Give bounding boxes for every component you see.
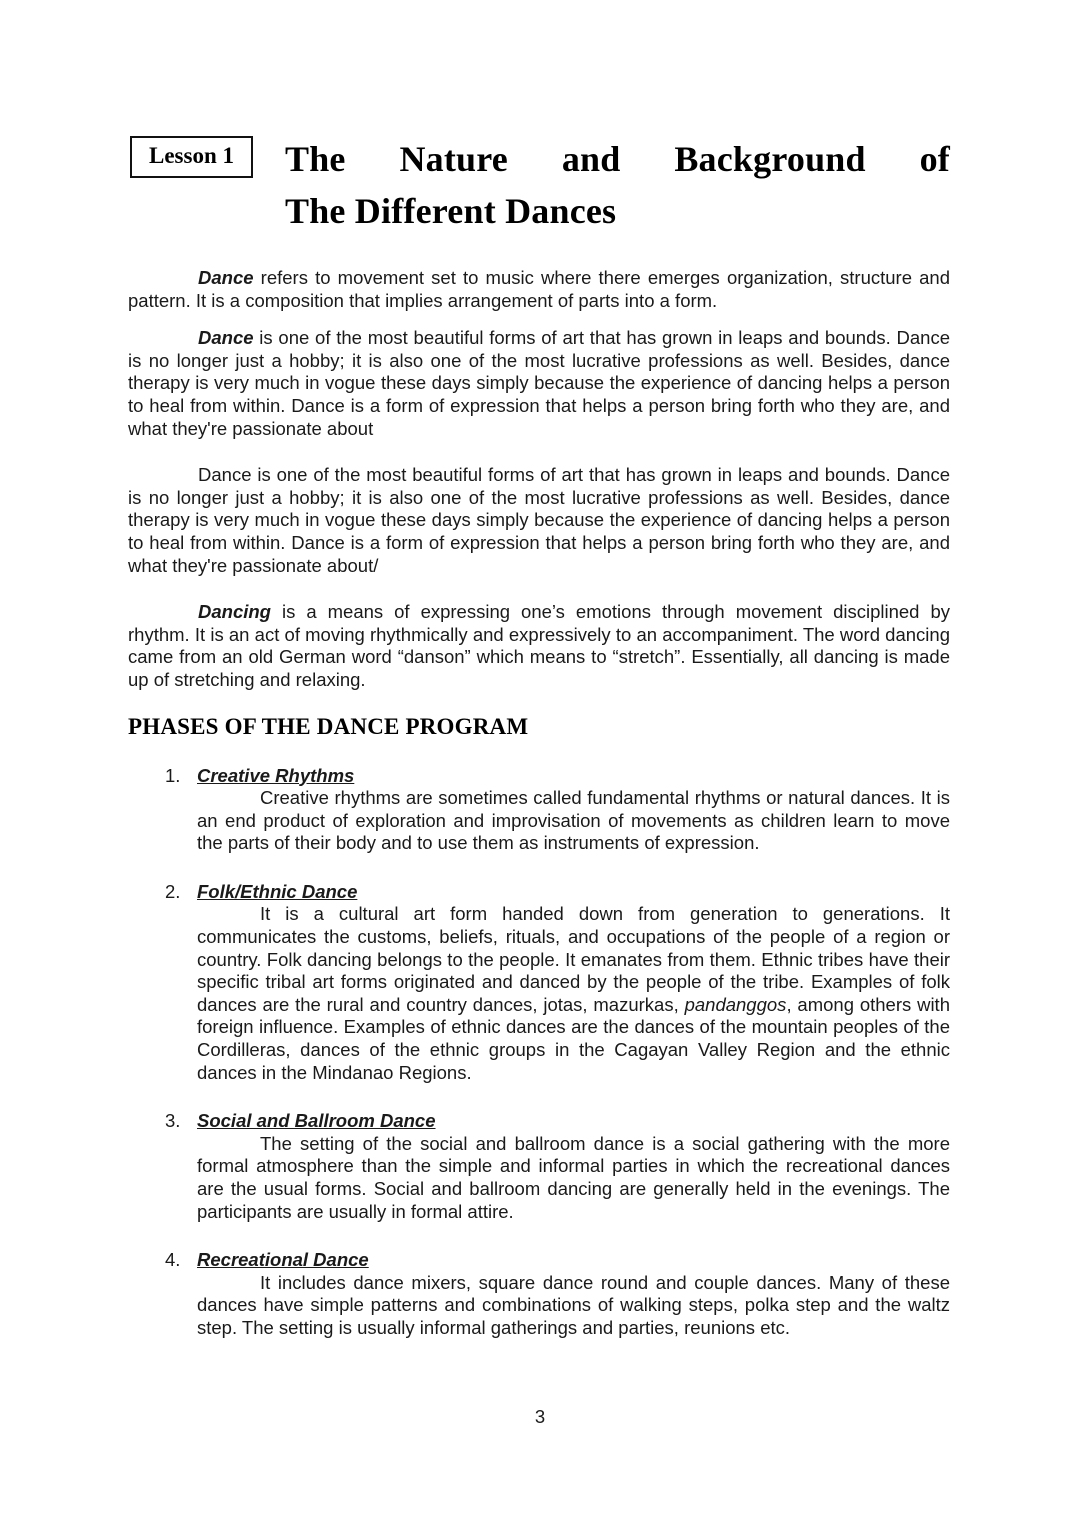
list-item-title: Creative Rhythms — [197, 764, 355, 786]
list-item-social-ballroom-dance — [128, 1110, 950, 1223]
list-item-creative-rhythms — [128, 765, 950, 855]
list-item-body-text: The setting of the social and ballroom dance is a social gathering with the more formal atmosphere than the simple and informal parties in which the recreational dances are the usual forms. Social and ballroom dancing are generally held in the evenings. The participants are usually in formal attire. — [197, 1132, 950, 1222]
page-title — [285, 133, 950, 237]
page-title-line-2: The Different Dances — [285, 191, 617, 231]
paragraph-dance-art-form — [128, 327, 950, 440]
paragraph-dancing-definition — [128, 601, 950, 691]
list-item-number: 4. — [165, 1249, 181, 1271]
list-item-number: 1. — [165, 764, 181, 786]
section-heading-phases: PHASES OF THE DANCE PROGRAM — [128, 713, 529, 739]
paragraph-lead-word: Dance — [198, 267, 254, 288]
paragraph-dance-definition — [128, 267, 950, 312]
list-item-title: Social and Ballroom Dance — [197, 1110, 436, 1132]
list-item-content — [197, 1249, 950, 1339]
list-item-body-text: , among others with foreign influence. Examples of ethnic dances are the dances of the mountain peoples of the Cordilleras, dances of the ethnic groups in the Cagayan Valley Region and the ethnic dances in the Mindanao Regions. — [197, 993, 950, 1083]
list-item-body — [197, 1133, 950, 1223]
page-number: 3 — [534, 1406, 546, 1427]
paragraph-text: refers to movement set to music where there emerges organization, structure and pattern. It is a composition that implies arrangement of parts into a form. — [128, 267, 950, 311]
list-item-body-text: It includes dance mixers, square dance round and couple dances. Many of these dances have simple patterns and combinations of walking steps, polka step and the waltz step. The setting is usually informal gatherings and parties, reunions etc. — [197, 1271, 950, 1338]
list-item-body-text: It is a cultural art form handed down from generation to generations. It communicates the customs, beliefs, rituals, and occupations of the people of a region or country. Folk dancing belongs to the people. It emanates from them. Ethnic tribes have their specific tribal art forms originated and danced by the people of the tribe. Examples of folk dances are the rural and country dances, jotas, mazurkas, — [197, 903, 950, 1015]
list-item-number: 2. — [165, 880, 181, 902]
paragraph-lead-word: Dance — [198, 327, 254, 349]
list-item-number: 3. — [165, 1110, 181, 1132]
list-item-content — [197, 765, 950, 855]
list-item-recreational-dance — [128, 1249, 950, 1339]
list-item-content — [197, 1110, 950, 1223]
paragraph-text: is a means of expressing one’s emotions through movement disciplined by rhythm. It is an act of moving rhythmically and expressively to an accompaniment. The word dancing came from an old German word “danson” which means to “stretch”. Essentially, all dancing is made up of stretching and relaxing. — [128, 601, 950, 690]
paragraph-lead-word: Dancing — [198, 601, 271, 623]
list-item-content — [197, 881, 950, 1084]
paragraph-dance-art-form-repeat — [128, 464, 950, 577]
list-item-title: Folk/Ethnic Dance — [197, 880, 358, 902]
lesson-header — [128, 133, 950, 237]
page-title-line-1: The Nature and Background of — [285, 139, 950, 179]
paragraph-text: is one of the most beautiful forms of art that has grown in leaps and bounds. Dance is no longer just a hobby; it is also one of the most lucrative professions as well. Besides, dance therapy is very much in vogue these days simply because the experience of dancing helps a person to heal from within. Dance is a form of expression that helps a person bring forth who they are, and what they're passionate about — [128, 327, 950, 439]
list-item-body-text: Creative rhythms are sometimes called fundamental rhythms or natural dances. It is an end product of exploration and improvisation of movements as children learn to move the parts of their body and to use them as instruments of expression. — [197, 787, 950, 854]
list-item-body — [197, 787, 950, 855]
list-item-folk-ethnic-dance — [128, 881, 950, 1084]
list-item-body-italic: pandanggos — [684, 993, 787, 1015]
list-item-title: Recreational Dance — [197, 1249, 369, 1271]
page-content — [128, 0, 950, 1366]
lesson-badge: Lesson 1 — [130, 136, 253, 178]
paragraph-text: Dance is one of the most beautiful forms of art that has grown in leaps and bounds. Dance is no longer just a hobby; it is also one of the most lucrative professions as well. Besides, dance therapy is very much in vogue these days simply because the experience of dancing helps a person to heal from within. Dance is a form of expression that helps a person bring forth who they are, and what they're passionate about/ — [128, 464, 950, 576]
list-item-body — [197, 1272, 950, 1340]
list-item-body — [197, 903, 950, 1084]
